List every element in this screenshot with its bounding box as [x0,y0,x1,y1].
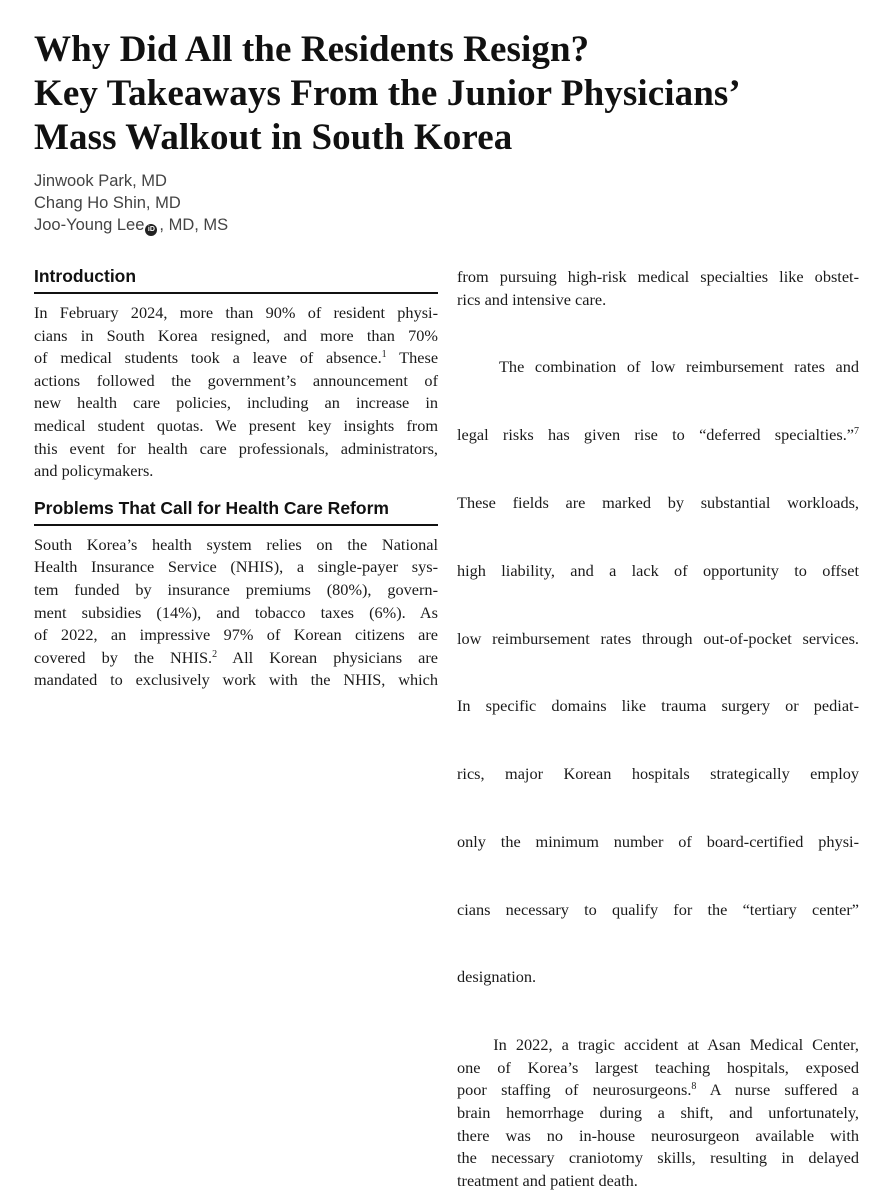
problems-paragraph [34,534,438,692]
text-line: poor staffing of neurosurgeons.$^8$ A nurse suffered a [457,1080,859,1100]
text-line: The combination of low reimbursement rates and [457,357,859,377]
text-line: of 2022, an impressive 97% of Korean citizens are [34,625,438,645]
text-line: of medical students took a leave of absence.$^1$ These [34,348,439,368]
title-line-1: Why Did All the Residents Resign? [34,29,590,70]
orcid-icon[interactable]: iD [145,224,157,236]
right-column [457,266,859,1192]
text-line: medical student quotas. We present key insights from [34,415,438,435]
text-line: covered by the NHIS.$^2$ All Korean physicians are [34,647,439,667]
article-title [34,28,854,160]
text-line: designation. [457,967,537,987]
text-line: from pursuing high-risk medical specialties like obstet- [457,267,859,286]
text-line: South Korea’s health system relies on the National [34,534,438,554]
text-line: brain hemorrhage during a shift, and unfortunately, [457,1102,859,1122]
text-line: low reimbursement rates through out-of-pocket services. [457,628,859,648]
text-line: this event for health care professionals, administrators, [34,438,438,458]
text-line: there was no in-house neurosurgeon available with [457,1125,859,1145]
text-line: rics and intensive care. [457,289,607,309]
author-list [34,170,228,236]
text-line: rics, major Korean hospitals strategically employ [457,764,859,784]
text-line: ment subsidies (14%), and tobacco taxes (6%). As [34,602,438,622]
text-line: only the minimum number of board-certified physi- [457,831,859,851]
title-line-3: Mass Walkout in South Korea [34,117,513,158]
author-degrees: , MD, MS [159,216,229,234]
title-line-2: Key Takeaways From the Junior Physicians’ [34,73,741,114]
author-name[interactable]: Joo-Young Lee [34,216,145,234]
text-line: These fields are marked by substantial workloads, [457,492,859,512]
text-line: In specific domains like trauma surgery or pediat- [457,696,859,716]
text-line: cians in South Korea resigned, and more than 70% [34,325,438,345]
text-line: high liability, and a lack of opportunity to offset [457,560,859,580]
deferred-specialties-paragraph [457,311,859,1034]
text-line: new health care policies, including an increase in [34,393,438,413]
asan-accident-paragraph [457,1034,859,1192]
text-line: cians necessary to qualify for the “tertiary center” [457,899,859,919]
text-line: treatment and patient death. [457,1170,638,1190]
section-spacer [34,483,438,497]
author-entry [34,214,228,236]
author-name: Chang Ho Shin, MD [34,194,181,212]
text-line: In 2022, a tragic accident at Asan Medical Center, [457,1035,859,1055]
continued-paragraph [457,266,859,311]
author-name: Jinwook Park, MD [34,172,167,190]
left-column [34,265,438,692]
section-heading-introduction: Introduction [34,265,438,294]
text-line: tem funded by insurance premiums (80%), govern- [34,579,438,599]
intro-paragraph [34,302,438,483]
text-line: In February 2024, more than 90% of resident physi- [34,303,438,322]
text-line: actions followed the government’s announcement of [34,370,438,390]
text-line: and policymakers. [34,461,154,481]
text-line: Health Insurance Service (NHIS), a single-payer sys- [34,557,438,577]
text-line: the necessary craniotomy skills, resulting in delayed [457,1148,859,1168]
text-line: legal risks has given rise to “deferred specialties.”$^7$ [457,425,859,445]
section-heading-problems: Problems That Call for Health Care Reform [34,497,438,526]
text-line: mandated to exclusively work with the NHIS, which [34,670,438,690]
text-line: one of Korea’s largest teaching hospitals, exposed [457,1057,859,1077]
